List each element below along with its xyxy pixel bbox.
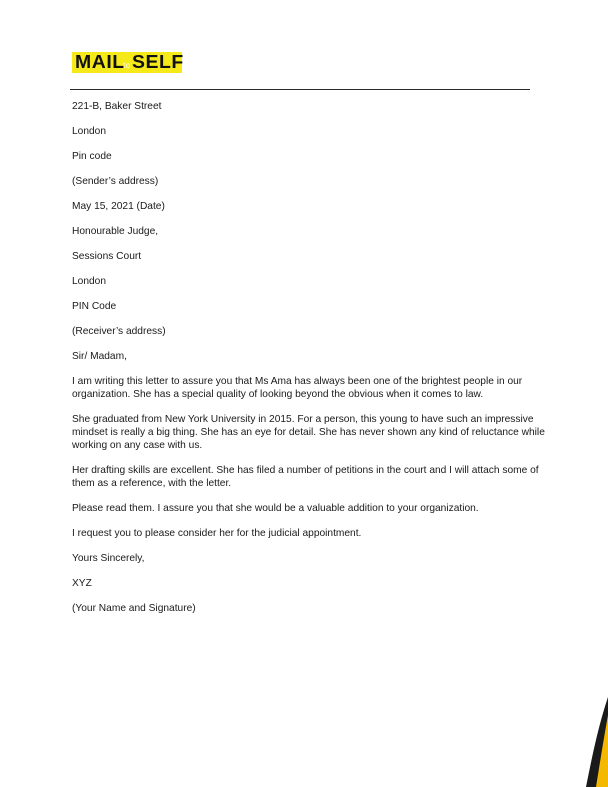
paragraph-line: working on any case with us.: [72, 440, 203, 451]
mailtoself-logo: [72, 52, 182, 73]
paragraph-line: She graduated from New York University in 2015. For a person, this young to have such an impressive: [72, 414, 534, 425]
receiver-pin: PIN Code: [72, 301, 117, 312]
sender-pin: Pin code: [72, 151, 112, 162]
sender-name: XYZ: [72, 578, 92, 589]
body-paragraph: [72, 527, 540, 540]
receiver-title: Honourable Judge,: [72, 226, 159, 237]
body-paragraph: [72, 413, 545, 452]
signature-label: (Your Name and Signature): [72, 603, 196, 614]
salutation: Sir/ Madam,: [72, 351, 127, 362]
header-divider: [70, 89, 530, 90]
body-paragraph: [72, 502, 540, 515]
paragraph-line: I request you to please consider her for the judicial appointment.: [72, 528, 362, 539]
logo-text-to: to: [123, 60, 131, 70]
receiver-court: Sessions Court: [72, 251, 142, 262]
logo-text-self: SELF: [131, 52, 184, 72]
corner-decoration: [578, 697, 608, 787]
paragraph-line: Please read them. I assure you that she would be a valuable addition to your organization.: [72, 503, 479, 514]
closing: Yours Sincerely,: [72, 553, 145, 564]
sender-city: London: [72, 126, 106, 137]
sender-street: 221-B, Baker Street: [72, 101, 162, 112]
logo-text-mail: MAIL: [75, 52, 125, 72]
body-paragraph: [72, 464, 540, 490]
receiver-city: London: [72, 276, 106, 287]
paragraph-line: them as a reference, with the letter.: [72, 478, 232, 489]
paragraph-line: I am writing this letter to assure you that Ms Ama has always been one of the brightest people in our: [72, 376, 523, 387]
letter-body: [72, 100, 545, 615]
receiver-label: (Receiver’s address): [72, 326, 166, 337]
corner-swoosh-icon: [578, 697, 608, 787]
sender-label: (Sender’s address): [72, 176, 159, 187]
paragraph-line: organization. She has a special quality of looking beyond the obvious when it comes to law.: [72, 389, 484, 400]
paragraph-line: mindset is really a big thing. She has an eye for detail. She has never shown any kind of reluctance while: [72, 427, 545, 438]
body-paragraph: [72, 375, 540, 401]
paragraph-line: Her drafting skills are excellent. She has filed a number of petitions in the court and I will attach some of: [72, 465, 539, 476]
letter-date: May 15, 2021 (Date): [72, 201, 165, 212]
